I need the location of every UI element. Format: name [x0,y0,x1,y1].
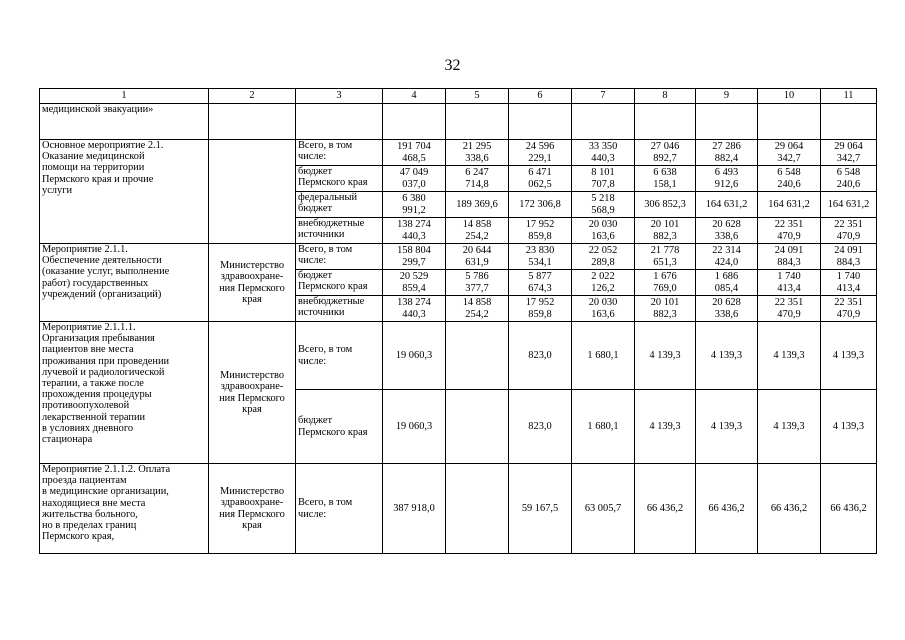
amount-cell: 20 529 859,4 [383,270,446,296]
amount-cell: 189 369,6 [446,192,509,218]
amount-cell: 24 596 229,1 [509,140,572,166]
executor: Министерство здравоохране- ния Пермского края [209,244,296,322]
empty-cell [209,104,296,140]
amount-cell: 5 786 377,7 [446,270,509,296]
amount-cell: 14 858 254,2 [446,218,509,244]
executor: Министерство здравоохране- ния Пермского края [209,464,296,554]
amount-cell: 23 830 534,1 [509,244,572,270]
amount-cell: 19 060,3 [383,322,446,390]
table-row [40,244,877,270]
amount-cell: 138 274 440,3 [383,218,446,244]
funding-source: Всего, в том числе: [296,464,383,554]
amount-cell: 66 436,2 [696,464,758,554]
amount-cell: 66 436,2 [821,464,877,554]
amount-cell: 191 704 468,5 [383,140,446,166]
funding-source: Всего, в том числе: [296,140,383,166]
funding-source: внебюджетные источники [296,218,383,244]
amount-cell: 29 064 342,7 [758,140,821,166]
amount-cell: 4 139,3 [758,390,821,464]
column-header: 9 [696,89,758,104]
amount-cell: 24 091 884,3 [758,244,821,270]
funding-source: бюджет Пермского края [296,270,383,296]
empty-cell [696,104,758,140]
amount-cell: 1 680,1 [572,390,635,464]
amount-cell: 1 680,1 [572,322,635,390]
amount-cell: 33 350 440,3 [572,140,635,166]
amount-cell: 1 686 085,4 [696,270,758,296]
amount-cell: 20 628 338,6 [696,218,758,244]
column-header: 1 [40,89,209,104]
empty-cell [509,104,572,140]
amount-cell: 20 101 882,3 [635,218,696,244]
amount-cell: 6 638 158,1 [635,166,696,192]
budget-table [39,88,877,554]
empty-cell [758,104,821,140]
executor [209,140,296,244]
amount-cell: 4 139,3 [696,322,758,390]
amount-cell: 164 631,2 [696,192,758,218]
amount-cell: 17 952 859,8 [509,218,572,244]
amount-cell: 6 380 991,2 [383,192,446,218]
measure-name: Мероприятие 2.1.1. Обеспечение деятельности (оказание услуг, выполнение работ) государственных учреждений (организаций) [40,244,209,322]
column-header: 4 [383,89,446,104]
amount-cell: 17 952 859,8 [509,296,572,322]
column-header: 3 [296,89,383,104]
measure-name: Мероприятие 2.1.1.1. Организация пребывания пациентов вне места проживания при проведении лучевой и радиологической терапии, а также после прохождения процедуры противоопухолевой лекарственной терапии в условиях дневного стационара [40,322,209,464]
column-header: 11 [821,89,877,104]
amount-cell: 138 274 440,3 [383,296,446,322]
amount-cell [446,322,509,390]
table-row [40,322,877,390]
amount-cell: 19 060,3 [383,390,446,464]
amount-cell: 59 167,5 [509,464,572,554]
amount-cell: 5 218 568,9 [572,192,635,218]
amount-cell: 164 631,2 [758,192,821,218]
amount-cell: 20 628 338,6 [696,296,758,322]
column-header: 2 [209,89,296,104]
measure-name: Мероприятие 2.1.1.2. Оплата проезда пациентам в медицинские организации, находящиеся вне места жительства больного, но в пределах границ Пермского края, [40,464,209,554]
amount-cell: 2 022 126,2 [572,270,635,296]
table-row [40,464,877,554]
empty-cell [572,104,635,140]
amount-cell: 4 139,3 [758,322,821,390]
amount-cell: 4 139,3 [696,390,758,464]
amount-cell: 1 740 413,4 [758,270,821,296]
amount-cell: 8 101 707,8 [572,166,635,192]
amount-cell: 22 351 470,9 [821,296,877,322]
empty-cell [296,104,383,140]
measure-name: Основное мероприятие 2.1. Оказание медицинской помощи на территории Пермского края и прочие услуги [40,140,209,244]
amount-cell: 6 548 240,6 [758,166,821,192]
amount-cell: 21 778 651,3 [635,244,696,270]
amount-cell: 1 676 769,0 [635,270,696,296]
amount-cell: 172 306,8 [509,192,572,218]
amount-cell: 6 493 912,6 [696,166,758,192]
funding-source: федеральный бюджет [296,192,383,218]
header-row [40,89,877,104]
amount-cell: 823,0 [509,322,572,390]
amount-cell: 66 436,2 [758,464,821,554]
amount-cell: 6 247 714,8 [446,166,509,192]
amount-cell: 22 351 470,9 [758,296,821,322]
amount-cell: 47 049 037,0 [383,166,446,192]
amount-cell: 27 286 882,4 [696,140,758,166]
empty-cell [821,104,877,140]
amount-cell: 4 139,3 [635,322,696,390]
funding-source: внебюджетные источники [296,296,383,322]
amount-cell: 14 858 254,2 [446,296,509,322]
amount-cell [446,390,509,464]
amount-cell: 22 314 424,0 [696,244,758,270]
column-header: 8 [635,89,696,104]
table-row [40,104,877,140]
funding-source: Всего, в том числе: [296,244,383,270]
column-header: 5 [446,89,509,104]
amount-cell: 63 005,7 [572,464,635,554]
amount-cell: 22 351 470,9 [758,218,821,244]
empty-cell [635,104,696,140]
amount-cell: 164 631,2 [821,192,877,218]
amount-cell: 1 740 413,4 [821,270,877,296]
funding-source: бюджет Пермского края [296,390,383,464]
amount-cell: 66 436,2 [635,464,696,554]
amount-cell: 306 852,3 [635,192,696,218]
amount-cell: 5 877 674,3 [509,270,572,296]
funding-source: Всего, в том числе: [296,322,383,390]
amount-cell: 4 139,3 [821,322,877,390]
amount-cell: 6 548 240,6 [821,166,877,192]
empty-cell [446,104,509,140]
amount-cell: 387 918,0 [383,464,446,554]
amount-cell: 24 091 884,3 [821,244,877,270]
table-row [40,140,877,166]
column-header: 6 [509,89,572,104]
amount-cell: 4 139,3 [635,390,696,464]
amount-cell: 29 064 342,7 [821,140,877,166]
amount-cell: 6 471 062,5 [509,166,572,192]
column-header: 7 [572,89,635,104]
amount-cell: 22 351 470,9 [821,218,877,244]
amount-cell: 22 052 289,8 [572,244,635,270]
amount-cell: 823,0 [509,390,572,464]
amount-cell: 20 644 631,9 [446,244,509,270]
page-number: 32 [444,57,461,74]
measure-name: медицинской эвакуации» [40,104,209,140]
empty-cell [383,104,446,140]
amount-cell: 4 139,3 [821,390,877,464]
column-header: 10 [758,89,821,104]
executor: Министерство здравоохране- ния Пермского края [209,322,296,464]
amount-cell: 20 030 163,6 [572,296,635,322]
funding-source: бюджет Пермского края [296,166,383,192]
amount-cell [446,464,509,554]
amount-cell: 158 804 299,7 [383,244,446,270]
amount-cell: 20 030 163,6 [572,218,635,244]
amount-cell: 21 295 338,6 [446,140,509,166]
amount-cell: 20 101 882,3 [635,296,696,322]
amount-cell: 27 046 892,7 [635,140,696,166]
